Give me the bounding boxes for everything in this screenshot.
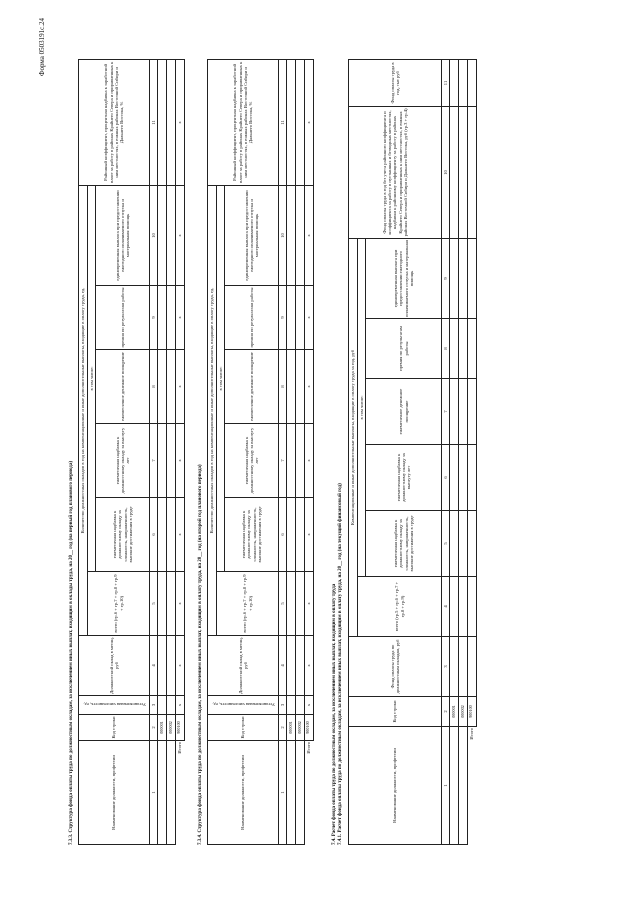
- table-row: [296, 59, 305, 844]
- col-number: 4: [279, 636, 287, 696]
- header-c6: ежемесячная надбавка к должностному окладу за сложность, напряженность, высокие достижения в труде: [225, 498, 279, 572]
- col-number: 11: [279, 59, 287, 185]
- col-number: 6: [279, 498, 287, 572]
- table-row: [158, 59, 167, 844]
- total-code: 900100: [305, 715, 314, 741]
- col-number: 10: [442, 106, 450, 238]
- header-c6: ежемесячная надбавка к должностному окладу за выслугу лет: [366, 445, 442, 511]
- col-number: 3: [442, 637, 450, 697]
- col-number: 8: [150, 350, 158, 424]
- header-name: Наименование должности, профессии: [79, 741, 150, 845]
- header-count: Установленная численность, ед.: [79, 696, 150, 715]
- table-row: [287, 59, 296, 844]
- col-number: 7: [279, 424, 287, 498]
- header-code: Код строки: [349, 697, 442, 727]
- col-number: 1: [150, 741, 158, 845]
- total-code: 900100: [468, 697, 477, 727]
- header-total: всего (гр.6 + гр.7 + гр.8 + гр.9 + гр.10): [217, 572, 279, 636]
- table-741: [348, 59, 477, 845]
- row-code: 000001: [287, 715, 296, 741]
- col-number: 1: [442, 727, 450, 845]
- col-number: 11: [150, 59, 158, 185]
- header-c10: единовременная выплата при предоставлении ежегодного оплачиваемого отпуска и материальная помощь: [96, 185, 150, 285]
- col-number: 3: [279, 696, 287, 715]
- header-c10: Фонд оплаты труда в год без учета районного коэффициента и коэффициента за работу в пустынных и безводных местностях, надбавки к районному коэффициенту за работу в районах Крайнего Севера и приравненных к ним местностях, в южных районах Восточной Сибири и Дальнего Востока, руб (гр.3 + гр.4): [349, 106, 442, 238]
- header-subgroup: в том числе:: [217, 185, 225, 571]
- header-c11: Районный коэффициент, процентная надбавка к заработной плате за работу в районах Крайнего Севера и приравненных к ним местностях, в южных районах Восточной Сибири и Дальнего Востока, %: [208, 59, 279, 185]
- col-number: 2: [442, 697, 450, 727]
- col-number: 10: [279, 185, 287, 285]
- total-code: 900100: [176, 715, 185, 741]
- form-code: Форма 0503191с.24: [38, 18, 46, 77]
- col-number: 1: [279, 741, 287, 845]
- header-c8: ежемесячное денежное поощрение: [225, 350, 279, 424]
- header-salary: Должностной оклад в месяц, руб: [79, 636, 150, 696]
- table-734: [207, 59, 314, 845]
- header-salary: Должностной оклад в месяц, руб: [208, 636, 279, 696]
- col-number: 11: [442, 59, 450, 106]
- total-label: Итого: [176, 741, 185, 845]
- header-c6: ежемесячная надбавка к должностному окладу за сложность, напряженность, высокие достижения в труде: [96, 498, 150, 572]
- col-number: 4: [442, 577, 450, 637]
- section-74-title: 7.4. Расчет фонда оплаты труда по должностным окладам, за исключением иных выплат, входящим в оплату труда: [332, 583, 337, 845]
- header-c7: ежемесячная надбавка к должностному окладу за выслугу лет: [96, 424, 150, 498]
- header-c11: Фонд оплаты труда в год, тыс руб: [349, 59, 442, 106]
- header-c8: премия по результатам работы: [366, 319, 442, 379]
- header-c11: Районный коэффициент, процентная надбавка к заработной плате за работу в районах Крайнего Севера и приравненных к ним местностях, в южных районах Восточной Сибири и Дальнего Востока, %: [79, 59, 150, 185]
- header-c5: ежемесячная надбавка к должностному окладу за сложность, напряженность, высокие достижения в труде: [366, 511, 442, 577]
- row-code: 000001: [450, 697, 459, 727]
- row-code: 000002: [296, 715, 305, 741]
- col-number: 6: [442, 445, 450, 511]
- row-code: 000002: [167, 715, 176, 741]
- header-code: Код строки: [79, 715, 150, 741]
- header-c8: ежемесячное денежное поощрение: [96, 350, 150, 424]
- col-number: 9: [442, 238, 450, 318]
- col-number: 7: [442, 379, 450, 445]
- header-group: Компенсационные и иные дополнительные выплаты, входящие в оплату труда за год, руб: [349, 238, 358, 636]
- col-number: 2: [150, 715, 158, 741]
- total-label: Итого: [305, 741, 314, 845]
- col-number: 6: [150, 498, 158, 572]
- header-c9: премия по результатам работы: [225, 286, 279, 350]
- table-row: [167, 59, 176, 844]
- total-row: Итого 900100 x x x x x x x x x: [305, 59, 314, 844]
- table-row: [459, 59, 468, 844]
- header-group: Количество должностных окладов в год на компенсационные и иные дополнительные выплаты, входящие в оплату труда, ед.: [79, 185, 88, 635]
- section-733-title: 7.3.3. Структура фонда оплаты труда по должностным окладам, за исключением иных выплат, входящим в оклады труда, на 20__ год (на первый год планового периода): [69, 460, 74, 845]
- col-number: 8: [279, 350, 287, 424]
- header-subgroup: в том числе:: [88, 185, 96, 571]
- header-c7: ежемесячная надбавка к должностному окладу за выслугу лет: [225, 424, 279, 498]
- col-number: 9: [279, 286, 287, 350]
- col-number: 5: [442, 511, 450, 577]
- row-code: 000001: [158, 715, 167, 741]
- header-count: Установленная численность, ед.: [208, 696, 279, 715]
- header-c10: единовременная выплата при предоставлении ежегодного оплачиваемого отпуска и материальная помощь: [225, 185, 279, 285]
- col-number: 4: [150, 636, 158, 696]
- header-name: Наименование должности, профессии: [349, 727, 442, 845]
- section-741-title: 7.4.1. Расчет фонда оплаты труда по должностным окладам, за исключением иных выплат, входящим в оплату труда, на 20__ год (на текущий финансовый год): [338, 483, 343, 845]
- total-row: Итого 900100 x x x x x x x x x: [176, 59, 185, 844]
- col-number: 8: [442, 319, 450, 379]
- col-number: 10: [150, 185, 158, 285]
- header-code: Код строки: [208, 715, 279, 741]
- header-total: всего (гр.6 + гр.7 + гр.8 + гр.9 + гр.10): [88, 572, 150, 636]
- header-name: Наименование должности, профессии: [208, 741, 279, 845]
- header-c7: ежемесячное денежное поощрение: [366, 379, 442, 445]
- header-total: всего (гр.5 + гр.6 + гр.7 + гр.8 + гр.9): [358, 577, 442, 637]
- col-number: 5: [150, 572, 158, 636]
- col-number: 7: [150, 424, 158, 498]
- col-number: 9: [150, 286, 158, 350]
- header-group: Количество должностных окладов в год на компенсационные и иные дополнительные выплаты, входящие в оплату труда, ед.: [208, 185, 217, 635]
- row-code: 000002: [459, 697, 468, 727]
- col-number: 2: [279, 715, 287, 741]
- header-subgroup: в том числе:: [358, 238, 366, 576]
- header-c9: единовременная выплата при предоставлении ежегодного оплачиваемого отпуска и материальная помощь: [366, 238, 442, 318]
- table-row: [450, 59, 459, 844]
- total-label: Итого: [468, 727, 477, 845]
- col-number: 3: [150, 696, 158, 715]
- header-c9: премия по результатам работы: [96, 286, 150, 350]
- header-fund: Фонд оплаты труда по должностным окладам, руб: [349, 637, 442, 697]
- section-734-title: 7.3.4. Структура фонда оплаты труда по должностным окладам, за исключением иных выплат, входящим в оплату труда, на 20__ год (на второй год планового периода): [198, 464, 203, 845]
- total-row: [468, 59, 477, 844]
- table-733: [78, 59, 185, 845]
- col-number: 5: [279, 572, 287, 636]
